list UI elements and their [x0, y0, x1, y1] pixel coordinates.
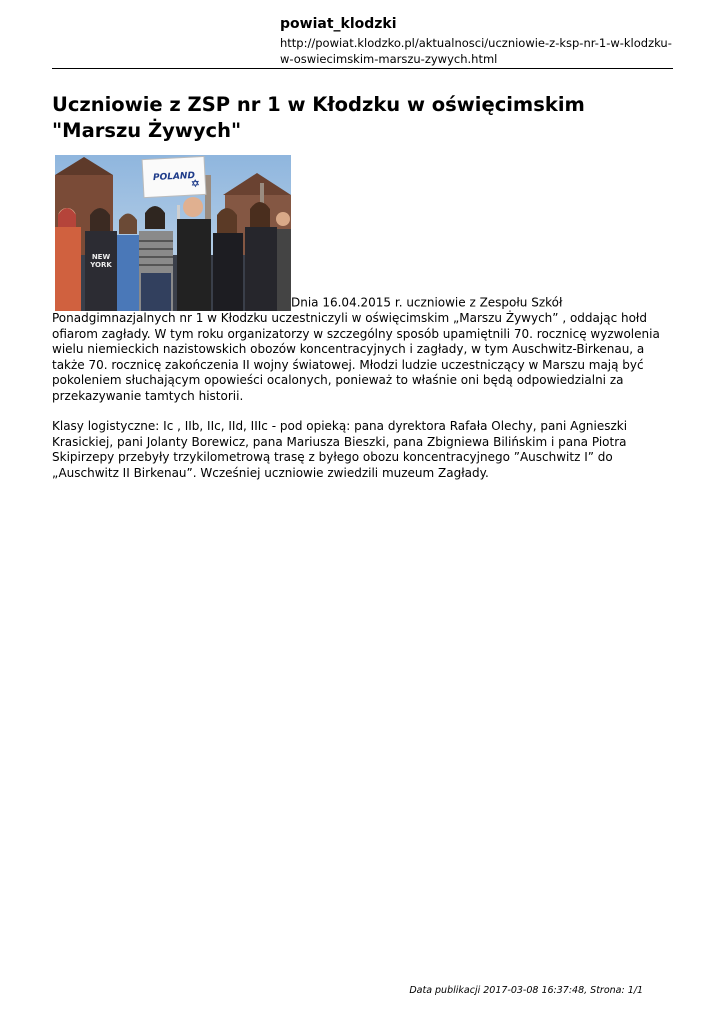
- article-title: Uczniowie z ZSP nr 1 w Kłodzku w oświęcimskim "Marszu Żywych": [52, 93, 585, 142]
- svg-text:YORK: YORK: [90, 261, 112, 269]
- poland-sign: [142, 156, 206, 197]
- header-divider: [52, 68, 673, 69]
- article-photo: [55, 155, 291, 311]
- paragraph-1-text: Dnia 16.04.2015 r. uczniowie z Zespołu Szkół Ponadgimnazjalnych nr 1 w Kłodzku uczestniczyli w oświęcimskim „Marszu Żywych” , oddając hołd ofiarom zagłady. W tym roku organizatorzy w szczególny sposób upamiętnili 70. rocznicę wyzwolenia wielu niemieckich nazistowskich obozów koncentracyjnych i zagłady, w tym Auschwitz-Birkenau, a także 70. rocznicę zakończenia II wojny światowej. Młodzi ludzie uczestniczący w Marszu mają być pokoleniem słuchającym opowieści ocalonych, ponieważ to właśnie oni będą odpowiedzialni za przekazywanie tamtych historii.: [52, 295, 660, 403]
- poland-sign-text: POLAND: [152, 170, 196, 184]
- page-header: [280, 16, 680, 67]
- article-paragraph-1: [52, 155, 676, 404]
- article-url[interactable]: http://powiat.klodzko.pl/aktualnosci/uczniowie-z-ksp-nr-1-w-klodzku-w-oswiecimskim-marszu-zywych.html: [280, 36, 672, 66]
- article-paragraph-2: Klasy logistyczne: Ic , IIb, IIc, IId, IIIc - pod opieką: pana dyrektora Rafała Olechy, pani Agnieszki Krasickiej, pani Jolanty Borewicz, pana Mariusza Bieszki, pana Zbigniewa Bilińskim i pana Piotra Skipirzepy przebyły trzykilometrową trasę z byłego obozu koncentracyjnego ”Auschwitz I” do „Auschwitz II Birkenau”. Wcześniej uczniowie zwiedzili muzeum Zagłady.: [52, 419, 628, 480]
- svg-text:NEW: NEW: [91, 253, 111, 261]
- site-name: powiat_klodzki: [280, 16, 397, 32]
- article-body: [52, 155, 676, 481]
- publication-footer: Data publikacji 2017-03-08 16:37:48, Strona: 1/1: [409, 985, 643, 996]
